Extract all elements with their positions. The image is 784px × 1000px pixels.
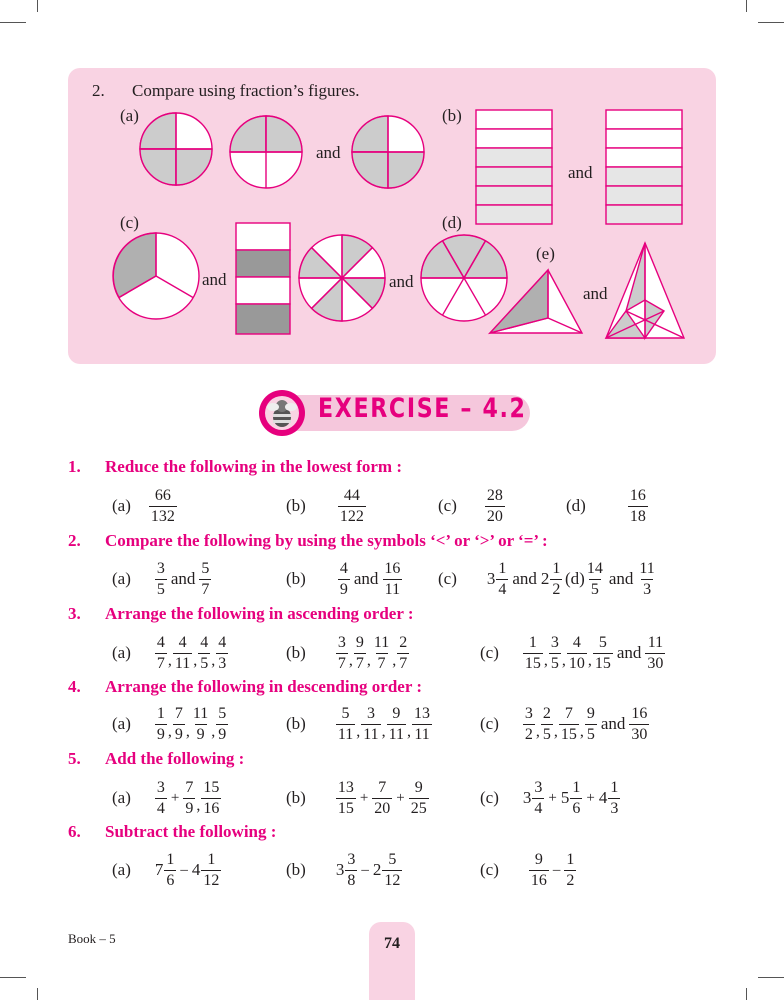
question-text: Reduce the following in the lowest form : bbox=[105, 457, 402, 476]
and-word: and bbox=[600, 714, 626, 733]
fraction bbox=[198, 635, 210, 672]
numerator: 1 bbox=[498, 559, 507, 577]
denominator: 25 bbox=[410, 799, 427, 817]
circle-a3 bbox=[352, 116, 424, 188]
q6-option-a bbox=[112, 847, 221, 893]
denominator: 3 bbox=[218, 654, 227, 672]
numerator: 66 bbox=[154, 486, 171, 504]
fraction bbox=[361, 706, 380, 743]
whole-number: 3 bbox=[522, 788, 532, 807]
fraction bbox=[593, 635, 613, 672]
whole-number: 3 bbox=[486, 569, 496, 588]
numerator: 4 bbox=[339, 559, 348, 577]
numerator: 3 bbox=[550, 633, 559, 651]
numerator: 7 bbox=[378, 778, 387, 796]
whole-number: 2 bbox=[540, 569, 550, 588]
fraction bbox=[567, 635, 587, 672]
option-label: (c) bbox=[480, 643, 499, 662]
denominator: 12 bbox=[203, 871, 220, 889]
q6-option-b bbox=[286, 847, 402, 893]
comma: , bbox=[193, 652, 198, 669]
bee-icon bbox=[258, 389, 306, 437]
fraction bbox=[570, 780, 582, 817]
denominator: 7 bbox=[355, 654, 364, 672]
denominator: 9 bbox=[218, 725, 227, 743]
denominator: 6 bbox=[166, 871, 175, 889]
numerator: 4 bbox=[572, 633, 581, 651]
fraction bbox=[585, 706, 597, 743]
numerator: 11 bbox=[647, 633, 664, 651]
plus-sign: + bbox=[359, 789, 369, 806]
denominator: 5 bbox=[550, 654, 559, 672]
fraction bbox=[496, 561, 508, 598]
comma: , bbox=[561, 652, 566, 669]
plus-sign: + bbox=[586, 789, 595, 806]
option-label: (b) bbox=[286, 496, 306, 515]
q5-options bbox=[0, 775, 784, 821]
denominator: 20 bbox=[374, 799, 391, 817]
fraction bbox=[564, 852, 576, 889]
denominator: 9 bbox=[196, 725, 205, 743]
fraction bbox=[529, 852, 549, 889]
comma: , bbox=[553, 723, 558, 740]
q2-option-b bbox=[286, 556, 402, 602]
numerator: 1 bbox=[528, 633, 537, 651]
fraction bbox=[155, 561, 167, 598]
denominator: 7 bbox=[377, 654, 386, 672]
fraction bbox=[336, 706, 355, 743]
q5-option-b bbox=[286, 775, 429, 821]
denominator: 2 bbox=[566, 871, 575, 889]
comma: , bbox=[185, 723, 190, 740]
q1-option-d bbox=[566, 483, 648, 529]
fraction bbox=[354, 635, 366, 672]
fraction bbox=[382, 852, 402, 889]
plus-sign: + bbox=[548, 789, 557, 806]
denominator: 20 bbox=[486, 507, 503, 525]
option-label: (a) bbox=[112, 788, 131, 807]
denominator: 11 bbox=[337, 725, 354, 743]
option-label: (c) bbox=[480, 714, 499, 733]
numerator: 7 bbox=[564, 704, 573, 722]
q3-options bbox=[0, 630, 784, 676]
option-label: (d) bbox=[565, 569, 585, 588]
figure-and-e: and bbox=[583, 284, 608, 303]
whole-number: 2 bbox=[372, 860, 382, 879]
fraction bbox=[372, 635, 391, 672]
question-number: 5. bbox=[68, 749, 81, 768]
numerator: 14 bbox=[586, 559, 603, 577]
numerator: 2 bbox=[542, 704, 551, 722]
denominator: 2 bbox=[552, 580, 561, 598]
bar-b1 bbox=[476, 110, 552, 224]
numerator: 3 bbox=[156, 778, 165, 796]
numerator: 5 bbox=[388, 850, 397, 868]
denominator: 5 bbox=[542, 725, 551, 743]
fraction-figures bbox=[0, 0, 784, 400]
triangle-e2 bbox=[606, 243, 684, 338]
denominator: 5 bbox=[200, 654, 209, 672]
numerator: 1 bbox=[156, 704, 165, 722]
numerator: 44 bbox=[343, 486, 360, 504]
numerator: 13 bbox=[414, 704, 431, 722]
comma: , bbox=[535, 723, 540, 740]
and-word: and bbox=[616, 643, 642, 662]
fraction bbox=[201, 852, 221, 889]
whole-number: 5 bbox=[560, 788, 570, 807]
numerator: 3 bbox=[534, 778, 543, 796]
numerator: 9 bbox=[534, 850, 543, 868]
denominator: 15 bbox=[524, 654, 541, 672]
numerator: 7 bbox=[185, 778, 194, 796]
fraction bbox=[199, 561, 211, 598]
numerator: 9 bbox=[355, 633, 364, 651]
denominator: 4 bbox=[156, 799, 165, 817]
figure-label-b: (b) bbox=[442, 106, 462, 125]
denominator: 7 bbox=[399, 654, 408, 672]
option-label: (b) bbox=[286, 860, 306, 879]
fraction bbox=[191, 706, 210, 743]
numerator: 11 bbox=[639, 559, 655, 577]
fraction bbox=[336, 635, 348, 672]
figure-and-a: and bbox=[316, 143, 341, 162]
fraction bbox=[155, 780, 167, 817]
comma: , bbox=[407, 723, 412, 740]
denominator: 4 bbox=[498, 580, 507, 598]
figure-question-number: 2. bbox=[92, 81, 105, 100]
crop-mark bbox=[758, 977, 784, 978]
fraction bbox=[397, 635, 409, 672]
circle-c bbox=[113, 233, 199, 319]
numerator: 4 bbox=[178, 633, 187, 651]
comma: , bbox=[366, 652, 371, 669]
numerator: 28 bbox=[486, 486, 503, 504]
q3-option-c bbox=[480, 630, 665, 676]
fraction bbox=[382, 561, 402, 598]
denominator: 11 bbox=[414, 725, 430, 743]
comma: , bbox=[348, 652, 353, 669]
fraction bbox=[216, 635, 228, 672]
denominator: 3 bbox=[610, 799, 619, 817]
comma: , bbox=[543, 652, 548, 669]
option-label: (c) bbox=[480, 860, 499, 879]
q4-options bbox=[0, 701, 784, 747]
fraction bbox=[149, 488, 177, 525]
whole-number: 4 bbox=[191, 860, 201, 879]
question-text: Subtract the following : bbox=[105, 822, 277, 841]
numerator: 3 bbox=[524, 704, 533, 722]
fraction bbox=[532, 780, 544, 817]
fraction bbox=[372, 780, 392, 817]
numerator: 2 bbox=[399, 633, 408, 651]
denominator: 4 bbox=[534, 799, 543, 817]
numerator: 16 bbox=[384, 559, 401, 577]
minus-sign: – bbox=[552, 861, 561, 878]
figure-label-e: (e) bbox=[536, 244, 555, 263]
figure-label-a: (a) bbox=[120, 106, 139, 125]
numerator: 11 bbox=[373, 633, 390, 651]
numerator: 16 bbox=[629, 486, 646, 504]
comma: , bbox=[356, 723, 361, 740]
fraction bbox=[585, 561, 605, 598]
exercise-title: EXERCISE – 4.2 bbox=[318, 393, 527, 424]
comma: , bbox=[211, 723, 216, 740]
q1-option-b bbox=[286, 483, 366, 529]
numerator: 5 bbox=[341, 704, 350, 722]
denominator: 11 bbox=[363, 725, 379, 743]
bar-b2 bbox=[606, 110, 682, 224]
fraction bbox=[336, 780, 356, 817]
fraction bbox=[173, 706, 185, 743]
fraction bbox=[338, 488, 366, 525]
question-number: 3. bbox=[68, 604, 81, 623]
fraction bbox=[549, 635, 561, 672]
circle-d2 bbox=[421, 235, 507, 321]
denominator: 18 bbox=[629, 507, 646, 525]
fraction bbox=[173, 635, 192, 672]
denominator: 5 bbox=[156, 580, 165, 598]
numerator: 3 bbox=[347, 850, 356, 868]
numerator: 9 bbox=[586, 704, 595, 722]
question-text: Arrange the following in descending order : bbox=[105, 677, 423, 696]
numerator: 11 bbox=[192, 704, 209, 722]
denominator: 5 bbox=[586, 725, 595, 743]
book-label: Book – 5 bbox=[68, 931, 116, 946]
fraction bbox=[155, 635, 167, 672]
numerator: 4 bbox=[200, 633, 209, 651]
denominator: 11 bbox=[388, 725, 405, 743]
and-word: and bbox=[512, 569, 537, 588]
denominator: 7 bbox=[201, 580, 210, 598]
option-label: (a) bbox=[112, 714, 131, 733]
denominator: 6 bbox=[572, 799, 581, 817]
figure-and-b: and bbox=[568, 163, 593, 182]
fraction bbox=[550, 561, 562, 598]
fraction bbox=[216, 706, 228, 743]
whole-number: 4 bbox=[598, 788, 608, 807]
fraction bbox=[628, 488, 648, 525]
fraction bbox=[412, 706, 432, 743]
numerator: 4 bbox=[218, 633, 227, 651]
numerator: 16 bbox=[631, 704, 648, 722]
question-number: 1. bbox=[68, 457, 81, 476]
numerator: 3 bbox=[337, 633, 346, 651]
numerator: 5 bbox=[218, 704, 227, 722]
question-text: Add the following : bbox=[105, 749, 245, 768]
option-label: (c) bbox=[480, 788, 499, 807]
q2-options bbox=[0, 556, 784, 602]
q4-option-a bbox=[112, 701, 228, 747]
question-text: Compare the following by using the symbols ‘<’ or ‘>’ or ‘=’ : bbox=[105, 531, 548, 550]
numerator: 1 bbox=[610, 778, 619, 796]
q6-options bbox=[0, 847, 784, 893]
denominator: 30 bbox=[647, 654, 664, 672]
comma: , bbox=[381, 723, 386, 740]
fraction bbox=[541, 706, 553, 743]
denominator: 11 bbox=[174, 654, 191, 672]
q5-option-a bbox=[112, 775, 221, 821]
numerator: 5 bbox=[201, 559, 210, 577]
page-number: 74 bbox=[384, 935, 400, 952]
question-text: Arrange the following in ascending order : bbox=[105, 604, 414, 623]
denominator: 15 bbox=[560, 725, 577, 743]
whole-number: 7 bbox=[154, 860, 164, 879]
bar-c bbox=[236, 223, 290, 334]
comma: , bbox=[196, 797, 201, 814]
comma: , bbox=[392, 652, 397, 669]
denominator: 15 bbox=[594, 654, 611, 672]
option-label: (c) bbox=[438, 569, 457, 588]
comma: , bbox=[587, 652, 592, 669]
whole-number: 3 bbox=[335, 860, 345, 879]
comma: , bbox=[211, 652, 216, 669]
q3-option-b bbox=[286, 630, 409, 676]
denominator: 10 bbox=[568, 654, 585, 672]
option-label: (b) bbox=[286, 714, 306, 733]
minus-sign: – bbox=[180, 861, 188, 878]
denominator: 5 bbox=[590, 580, 599, 598]
numerator: 9 bbox=[414, 778, 423, 796]
q5-option-c bbox=[480, 775, 620, 821]
q2-option-a bbox=[112, 556, 211, 602]
figure-and-d: and bbox=[389, 272, 414, 291]
numerator: 3 bbox=[366, 704, 375, 722]
denominator: 122 bbox=[339, 507, 364, 525]
option-label: (b) bbox=[286, 643, 306, 662]
figure-question-text: Compare using fraction’s figures. bbox=[132, 81, 360, 100]
numerator: 5 bbox=[598, 633, 607, 651]
denominator: 3 bbox=[643, 580, 652, 598]
fraction bbox=[201, 780, 221, 817]
denominator: 12 bbox=[384, 871, 401, 889]
fraction bbox=[523, 706, 535, 743]
crop-mark bbox=[746, 988, 747, 1000]
figure-label-c: (c) bbox=[120, 213, 139, 232]
q1-options bbox=[0, 483, 784, 529]
fraction bbox=[485, 488, 505, 525]
crop-mark bbox=[37, 988, 38, 1000]
denominator: 9 bbox=[156, 725, 165, 743]
numerator: 1 bbox=[207, 850, 216, 868]
denominator: 9 bbox=[339, 580, 348, 598]
numerator: 1 bbox=[552, 559, 561, 577]
denominator: 132 bbox=[150, 507, 175, 525]
numerator: 1 bbox=[572, 778, 581, 796]
denominator: 9 bbox=[174, 725, 183, 743]
question-number: 4. bbox=[68, 677, 81, 696]
option-label: (c) bbox=[438, 496, 457, 515]
option-label: (d) bbox=[566, 496, 586, 515]
denominator: 11 bbox=[384, 580, 401, 598]
question-number: 6. bbox=[68, 822, 81, 841]
q6-option-c bbox=[480, 847, 576, 893]
exercise-banner bbox=[258, 389, 530, 437]
figure-and-c: and bbox=[202, 270, 227, 289]
fraction bbox=[183, 780, 195, 817]
denominator: 2 bbox=[524, 725, 533, 743]
numerator: 3 bbox=[156, 559, 165, 577]
q2-option-d bbox=[565, 556, 657, 602]
fraction bbox=[338, 561, 350, 598]
numerator: 13 bbox=[337, 778, 354, 796]
fraction bbox=[637, 561, 656, 598]
circle-a2 bbox=[230, 116, 302, 188]
fraction bbox=[155, 706, 167, 743]
denominator: 7 bbox=[337, 654, 346, 672]
option-label: (a) bbox=[112, 860, 131, 879]
fraction bbox=[608, 780, 620, 817]
denominator: 7 bbox=[156, 654, 165, 672]
option-label: (a) bbox=[112, 569, 131, 588]
q2-option-c bbox=[438, 556, 562, 602]
fraction bbox=[629, 706, 649, 743]
fraction bbox=[523, 635, 543, 672]
option-label: (a) bbox=[112, 643, 131, 662]
option-label: (a) bbox=[112, 496, 131, 515]
q4-option-c bbox=[480, 701, 649, 747]
page-number-tab bbox=[369, 922, 415, 1000]
denominator: 16 bbox=[203, 799, 220, 817]
figure-label-d: (d) bbox=[442, 213, 462, 232]
fraction bbox=[409, 780, 429, 817]
and-word: and bbox=[170, 569, 196, 588]
comma: , bbox=[167, 723, 172, 740]
option-label: (b) bbox=[286, 569, 306, 588]
q3-option-a bbox=[112, 630, 228, 676]
and-word: and bbox=[353, 569, 379, 588]
crop-mark bbox=[0, 977, 26, 978]
fraction bbox=[164, 852, 176, 889]
numerator: 1 bbox=[566, 850, 575, 868]
fraction bbox=[645, 635, 665, 672]
question-number: 2. bbox=[68, 531, 81, 550]
q1-option-c bbox=[438, 483, 505, 529]
fraction bbox=[559, 706, 579, 743]
q4-option-b bbox=[286, 701, 432, 747]
denominator: 8 bbox=[347, 871, 356, 889]
numerator: 1 bbox=[166, 850, 175, 868]
numerator: 4 bbox=[156, 633, 165, 651]
q1-option-a bbox=[112, 483, 177, 529]
minus-sign: – bbox=[361, 861, 369, 878]
comma: , bbox=[579, 723, 584, 740]
circle-a1 bbox=[140, 113, 212, 185]
and-word: and bbox=[608, 569, 634, 588]
option-label: (b) bbox=[286, 788, 306, 807]
plus-sign: + bbox=[396, 789, 405, 806]
numerator: 9 bbox=[392, 704, 401, 722]
circle-d1 bbox=[299, 235, 385, 321]
numerator: 7 bbox=[174, 704, 183, 722]
denominator: 16 bbox=[530, 871, 547, 889]
denominator: 9 bbox=[185, 799, 194, 817]
numerator: 15 bbox=[203, 778, 220, 796]
fraction bbox=[387, 706, 406, 743]
denominator: 15 bbox=[337, 799, 354, 817]
fraction bbox=[345, 852, 357, 889]
plus-sign: + bbox=[170, 789, 180, 806]
denominator: 30 bbox=[631, 725, 648, 743]
comma: , bbox=[167, 652, 172, 669]
